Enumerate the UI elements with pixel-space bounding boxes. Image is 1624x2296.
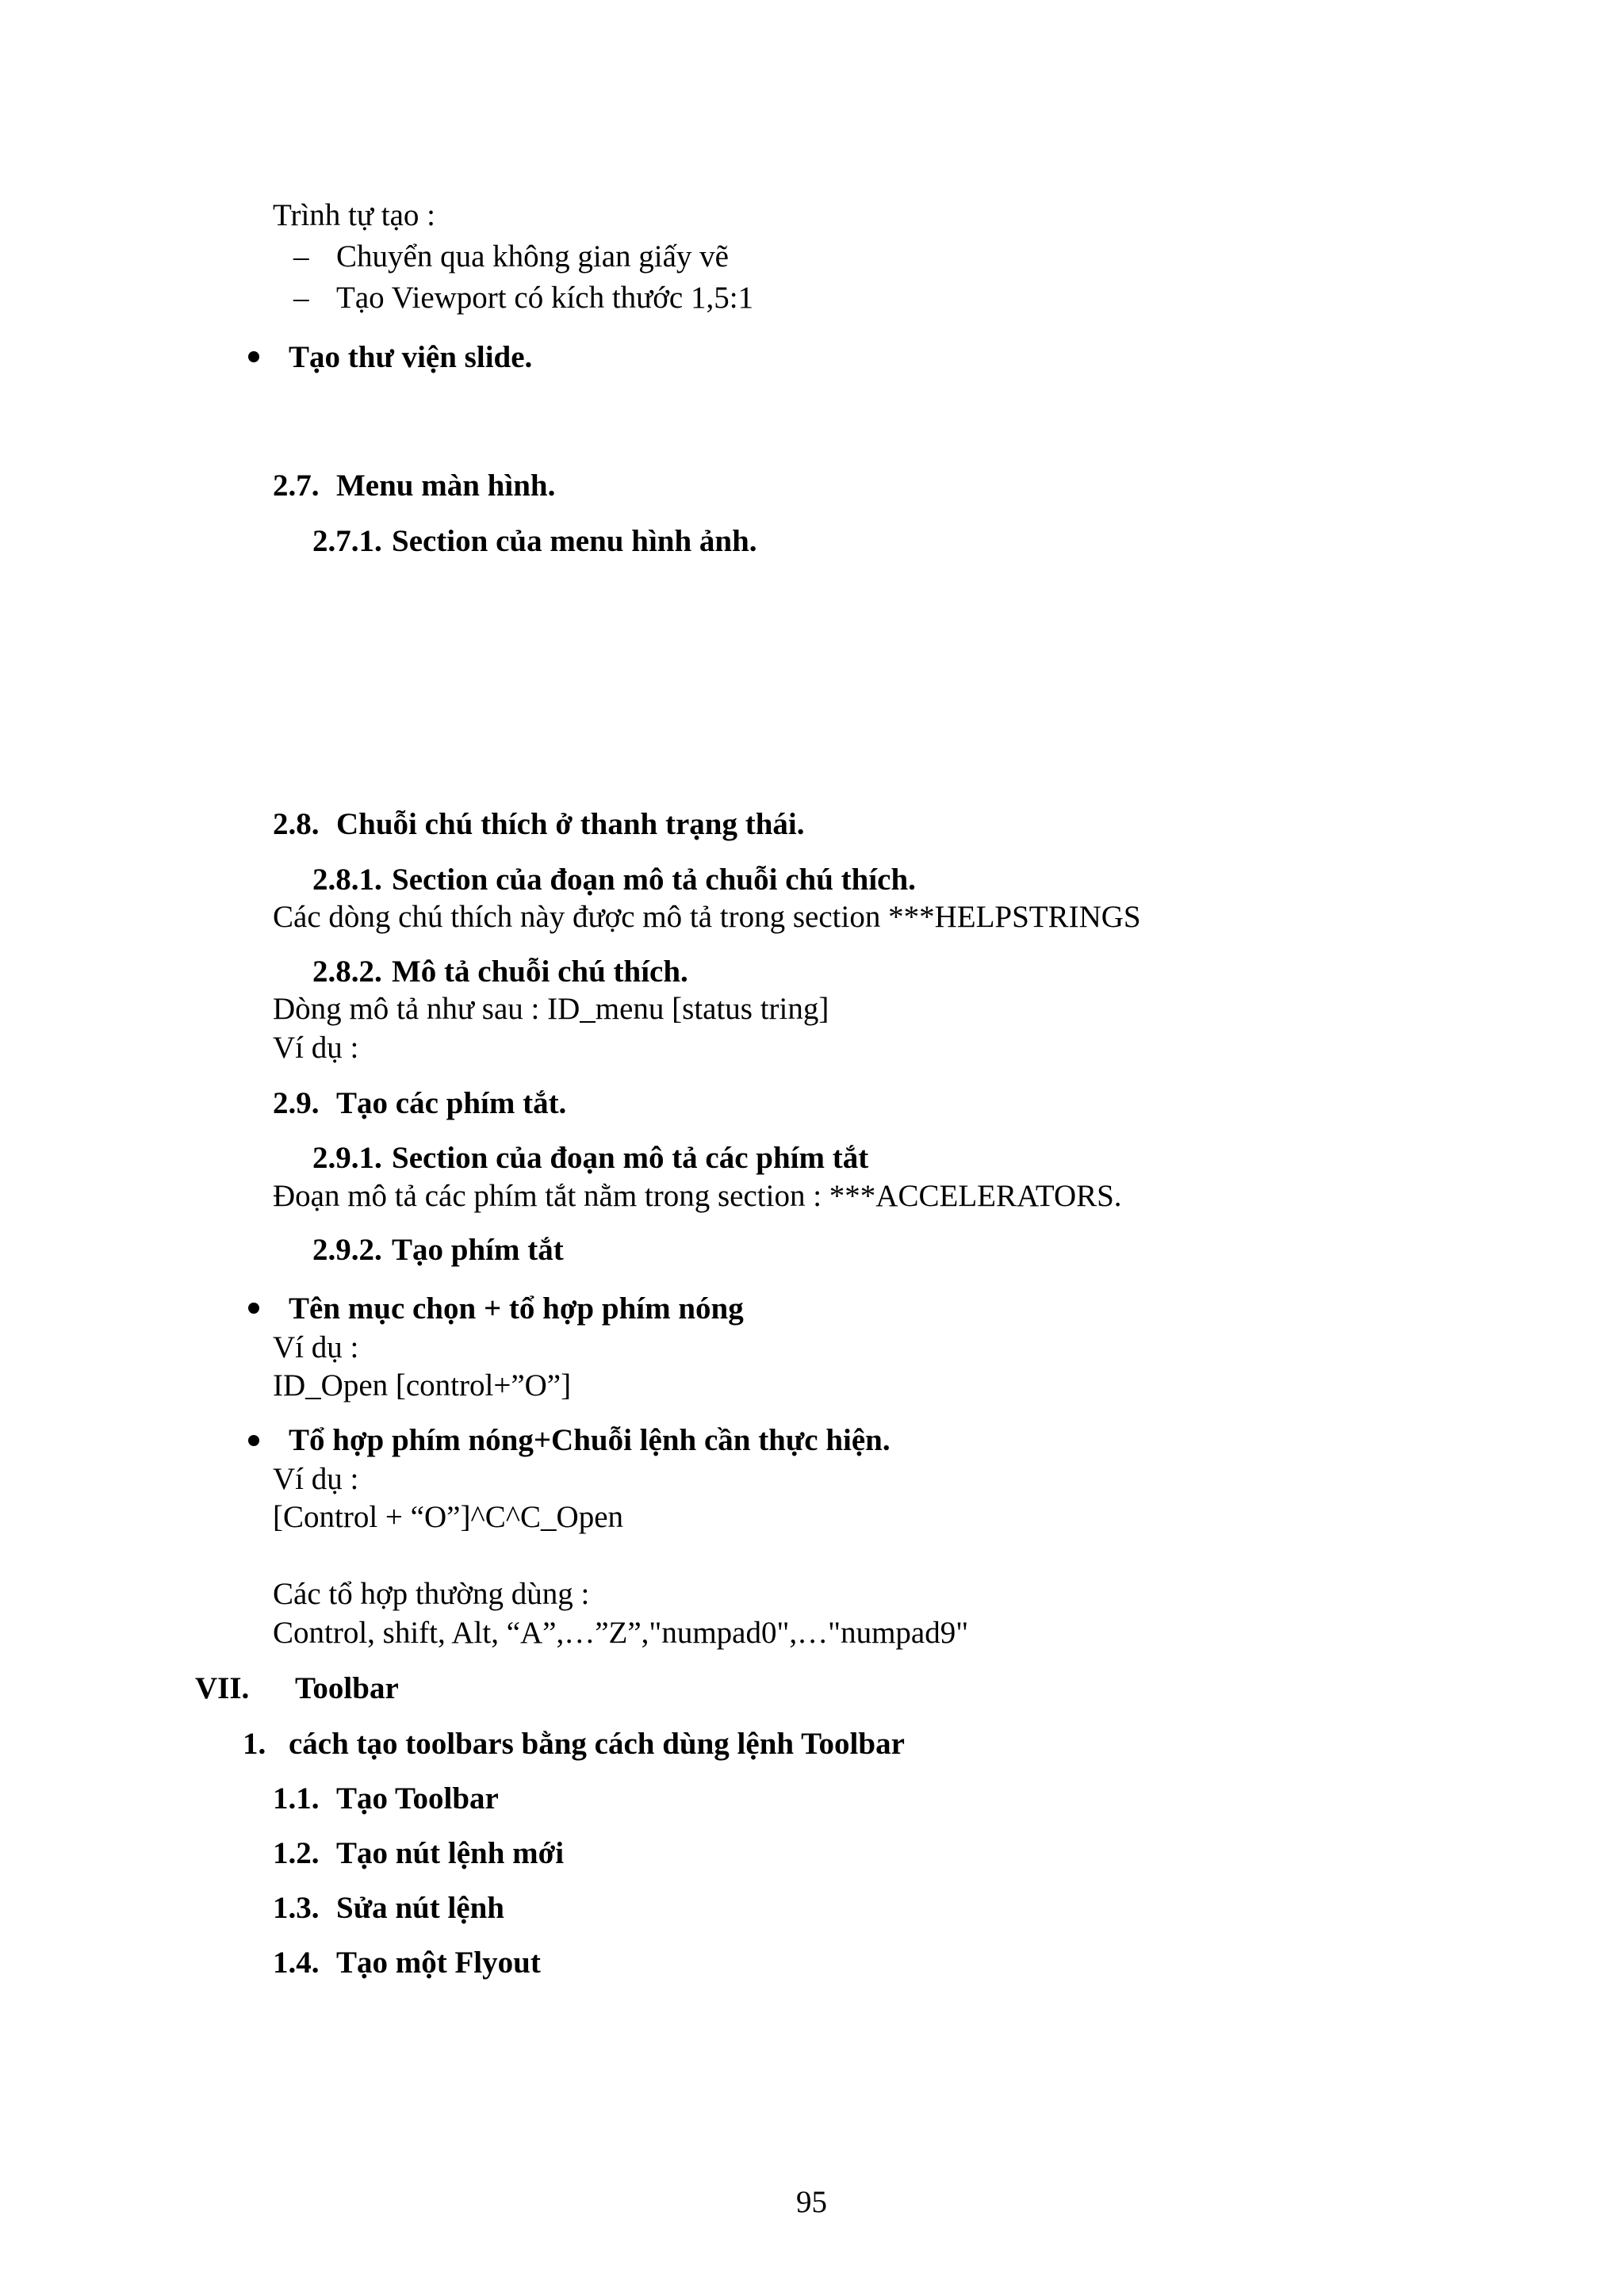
bullet-heading: Tạo thư viện slide. (289, 340, 533, 374)
body-text: Đoạn mô tả các phím tắt nằm trong section : ***ACCELERATORS. (273, 1179, 1122, 1213)
subsection-heading: Tạo phím tắt (392, 1233, 564, 1267)
section-heading: Menu màn hình. (336, 469, 556, 503)
body-text: Ví dụ : (273, 1031, 359, 1065)
bullet-icon (248, 1303, 259, 1314)
section-heading: cách tạo toolbars bằng cách dùng lệnh Toolbar (289, 1727, 905, 1761)
body-text: ID_Open [control+”O”] (273, 1368, 572, 1402)
bullet-heading: Tên mục chọn + tổ hợp phím nóng (289, 1292, 744, 1326)
bullet-heading: Tổ hợp phím nóng+Chuỗi lệnh cần thực hiện. (289, 1423, 891, 1457)
subsection-number: 1.1. (273, 1781, 320, 1816)
subsection-heading: Tạo nút lệnh mới (336, 1836, 565, 1870)
section-number: 2.7. (273, 469, 320, 503)
subsection-heading: Sửa nút lệnh (336, 1891, 504, 1925)
subsection-heading: Tạo Toolbar (336, 1781, 499, 1816)
page-number: 95 (796, 2185, 827, 2219)
subsection-number: 2.9.2. (312, 1233, 382, 1267)
subsection-heading: Section của đoạn mô tả chuỗi chú thích. (392, 863, 916, 897)
intro-label: Trình tự tạo : (273, 198, 435, 232)
subsection-number: 1.4. (273, 1946, 320, 1980)
section-heading: Chuỗi chú thích ở thanh trạng thái. (336, 807, 805, 841)
subsection-heading: Section của đoạn mô tả các phím tắt (392, 1141, 869, 1175)
subsection-number: 2.8.1. (312, 863, 382, 897)
section-number: 2.8. (273, 807, 320, 841)
section-number: 1. (243, 1727, 266, 1761)
subsection-number: 2.9.1. (312, 1141, 382, 1175)
body-text: Các tổ hợp thường dùng : (273, 1577, 590, 1611)
subsection-heading: Section của menu hình ảnh. (392, 524, 757, 558)
section-heading: Tạo các phím tắt. (336, 1086, 567, 1120)
chapter-heading: Toolbar (295, 1671, 399, 1705)
subsection-heading: Mô tả chuỗi chú thích. (392, 955, 688, 989)
body-text: [Control + “O”]^C^C_Open (273, 1500, 624, 1534)
intro-step: Chuyển qua không gian giấy vẽ (336, 239, 729, 274)
section-number: 2.9. (273, 1086, 320, 1120)
intro-step: Tạo Viewport có kích thước 1,5:1 (336, 281, 754, 315)
body-text: Ví dụ : (273, 1462, 359, 1496)
subsection-number: 1.2. (273, 1836, 320, 1870)
body-text: Các dòng chú thích này được mô tả trong section ***HELPSTRINGS (273, 900, 1141, 934)
body-text: Ví dụ : (273, 1330, 359, 1364)
subsection-number: 2.7.1. (312, 524, 382, 558)
subsection-heading: Tạo một Flyout (336, 1946, 541, 1980)
body-text: Dòng mô tả như sau : ID_menu [status tring] (273, 992, 829, 1026)
dash-bullet: – (293, 281, 309, 315)
bullet-icon (248, 351, 259, 362)
chapter-number: VII. (195, 1671, 250, 1705)
subsection-number: 2.8.2. (312, 955, 382, 989)
bullet-icon (248, 1435, 259, 1446)
body-text: Control, shift, Alt, “A”,…”Z”,"numpad0",…"numpad9" (273, 1616, 969, 1650)
dash-bullet: – (293, 239, 309, 274)
subsection-number: 1.3. (273, 1891, 320, 1925)
